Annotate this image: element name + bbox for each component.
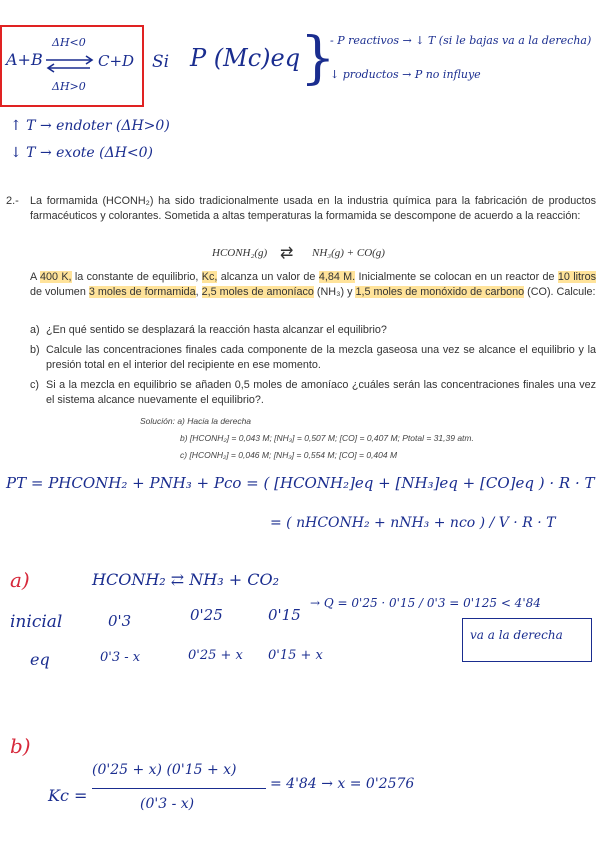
box-below-arrow: ΔH>0 — [52, 80, 86, 93]
part-b-label: b) — [10, 734, 31, 758]
note-exote: ↓ T → exote (ΔH<0) — [10, 145, 154, 161]
equilibrium-arrow-icon — [44, 54, 96, 74]
part-a-label: a) — [10, 568, 30, 592]
ini-val-3: 0'15 — [268, 606, 301, 624]
inicial-label: inicial — [10, 612, 63, 632]
kc-denominator: (0'3 - x) — [140, 796, 195, 812]
solution-title: Solución: a) Hacia la derecha — [140, 416, 252, 426]
si-note: Si — [152, 52, 170, 72]
kc-numerator: (0'25 + x) (0'15 + x) — [92, 762, 237, 778]
reaction-right: NH₃(g) + CO(g) — [312, 247, 385, 259]
kc-result: = 4'84 → x = 0'2576 — [270, 776, 415, 792]
note-line-2: ↓ productos → P no influye — [330, 68, 481, 81]
ini-val-2: 0'25 — [190, 606, 223, 624]
reaction-arrow-icon: ⇄ — [280, 245, 294, 262]
problem-data-paragraph: A 400 K, la constante de equilibrio, Kc, alcanza un valor de 4,84 M. Inicialmente se colocan en un reactor de 10 litros de volumen 3 moles de formamida, 2,5 moles de amoníaco (NH₃) y 1,5 moles de monóxido de carbono (CO). Calcule: — [30, 271, 597, 298]
box-reactants: A+B — [6, 50, 43, 69]
reaction-left: HCONH₂(g) — [212, 247, 268, 259]
problem-intro: La formamida (HCONH₂) ha sido tradicionalmente usada en la industria química para la fabricación de productos farmacéuticos y colorantes. Sometida a altas temperaturas la formamida se descompone de acuerdo a la reacción: — [30, 195, 596, 222]
note-line-1: - P reactivos → ↓ T (si le bajas va a la derecha) — [330, 34, 592, 47]
brace-icon: } — [300, 26, 336, 91]
question-b: b) Calcule las concentraciones finales cada componente de la mezcla gaseosa una vez se alcance el equilibrio y la presión total en el interior del recipiente en ese momento. — [30, 344, 596, 371]
box-above-arrow: ΔH<0 — [52, 36, 86, 49]
pt-equation-2: = ( nHCONH₂ + nNH₃ + nco ) / V · R · T — [270, 515, 556, 531]
kc-fraction-line — [92, 788, 266, 789]
eq-val-3: 0'15 + x — [268, 648, 323, 663]
part-a-reaction: HCONH₂ ⇄ NH₃ + CO₂ — [92, 570, 279, 589]
pt-equation-1: PT = PHCONH₂ + PNH₃ + Pco = ( [HCONH₂]eq + [NH₃]eq + [CO]eq ) · R · T — [6, 474, 595, 492]
question-a: a) ¿En qué sentido se desplazará la reacción hasta alcanzar el equilibrio? — [30, 324, 387, 336]
q-expression: → Q = 0'25 · 0'15 / 0'3 = 0'125 < 4'84 — [310, 596, 541, 610]
ini-val-1: 0'3 — [108, 612, 132, 630]
problem-number: 2.- — [6, 195, 19, 207]
kc-label: Kc = — [48, 786, 88, 805]
eq-val-2: 0'25 + x — [188, 648, 243, 663]
p-mc-eq: P (Mc)eq — [190, 44, 301, 72]
solution-b: b) [HCONH₂] = 0,043 M; [NH₃] = 0,507 M; [CO] = 0,407 M; Ptotal = 31,39 atm. — [180, 433, 474, 443]
va-derecha-note: va a la derecha — [470, 628, 563, 642]
note-endoter: ↑ T → endoter (ΔH>0) — [10, 118, 170, 134]
box-products: C+D — [98, 52, 135, 70]
eq-label: eq — [30, 650, 50, 669]
question-c: c) Si a la mezcla en equilibrio se añaden 0,5 moles de amoníaco ¿cuáles serán las concentraciones finales una vez el sistema alcance nuevamente el equilibrio?. — [30, 379, 596, 406]
solution-c: c) [HCONH₂] = 0,046 M; [NH₃] = 0,554 M; [CO] = 0,404 M — [180, 450, 398, 460]
eq-val-1: 0'3 - x — [100, 650, 141, 665]
